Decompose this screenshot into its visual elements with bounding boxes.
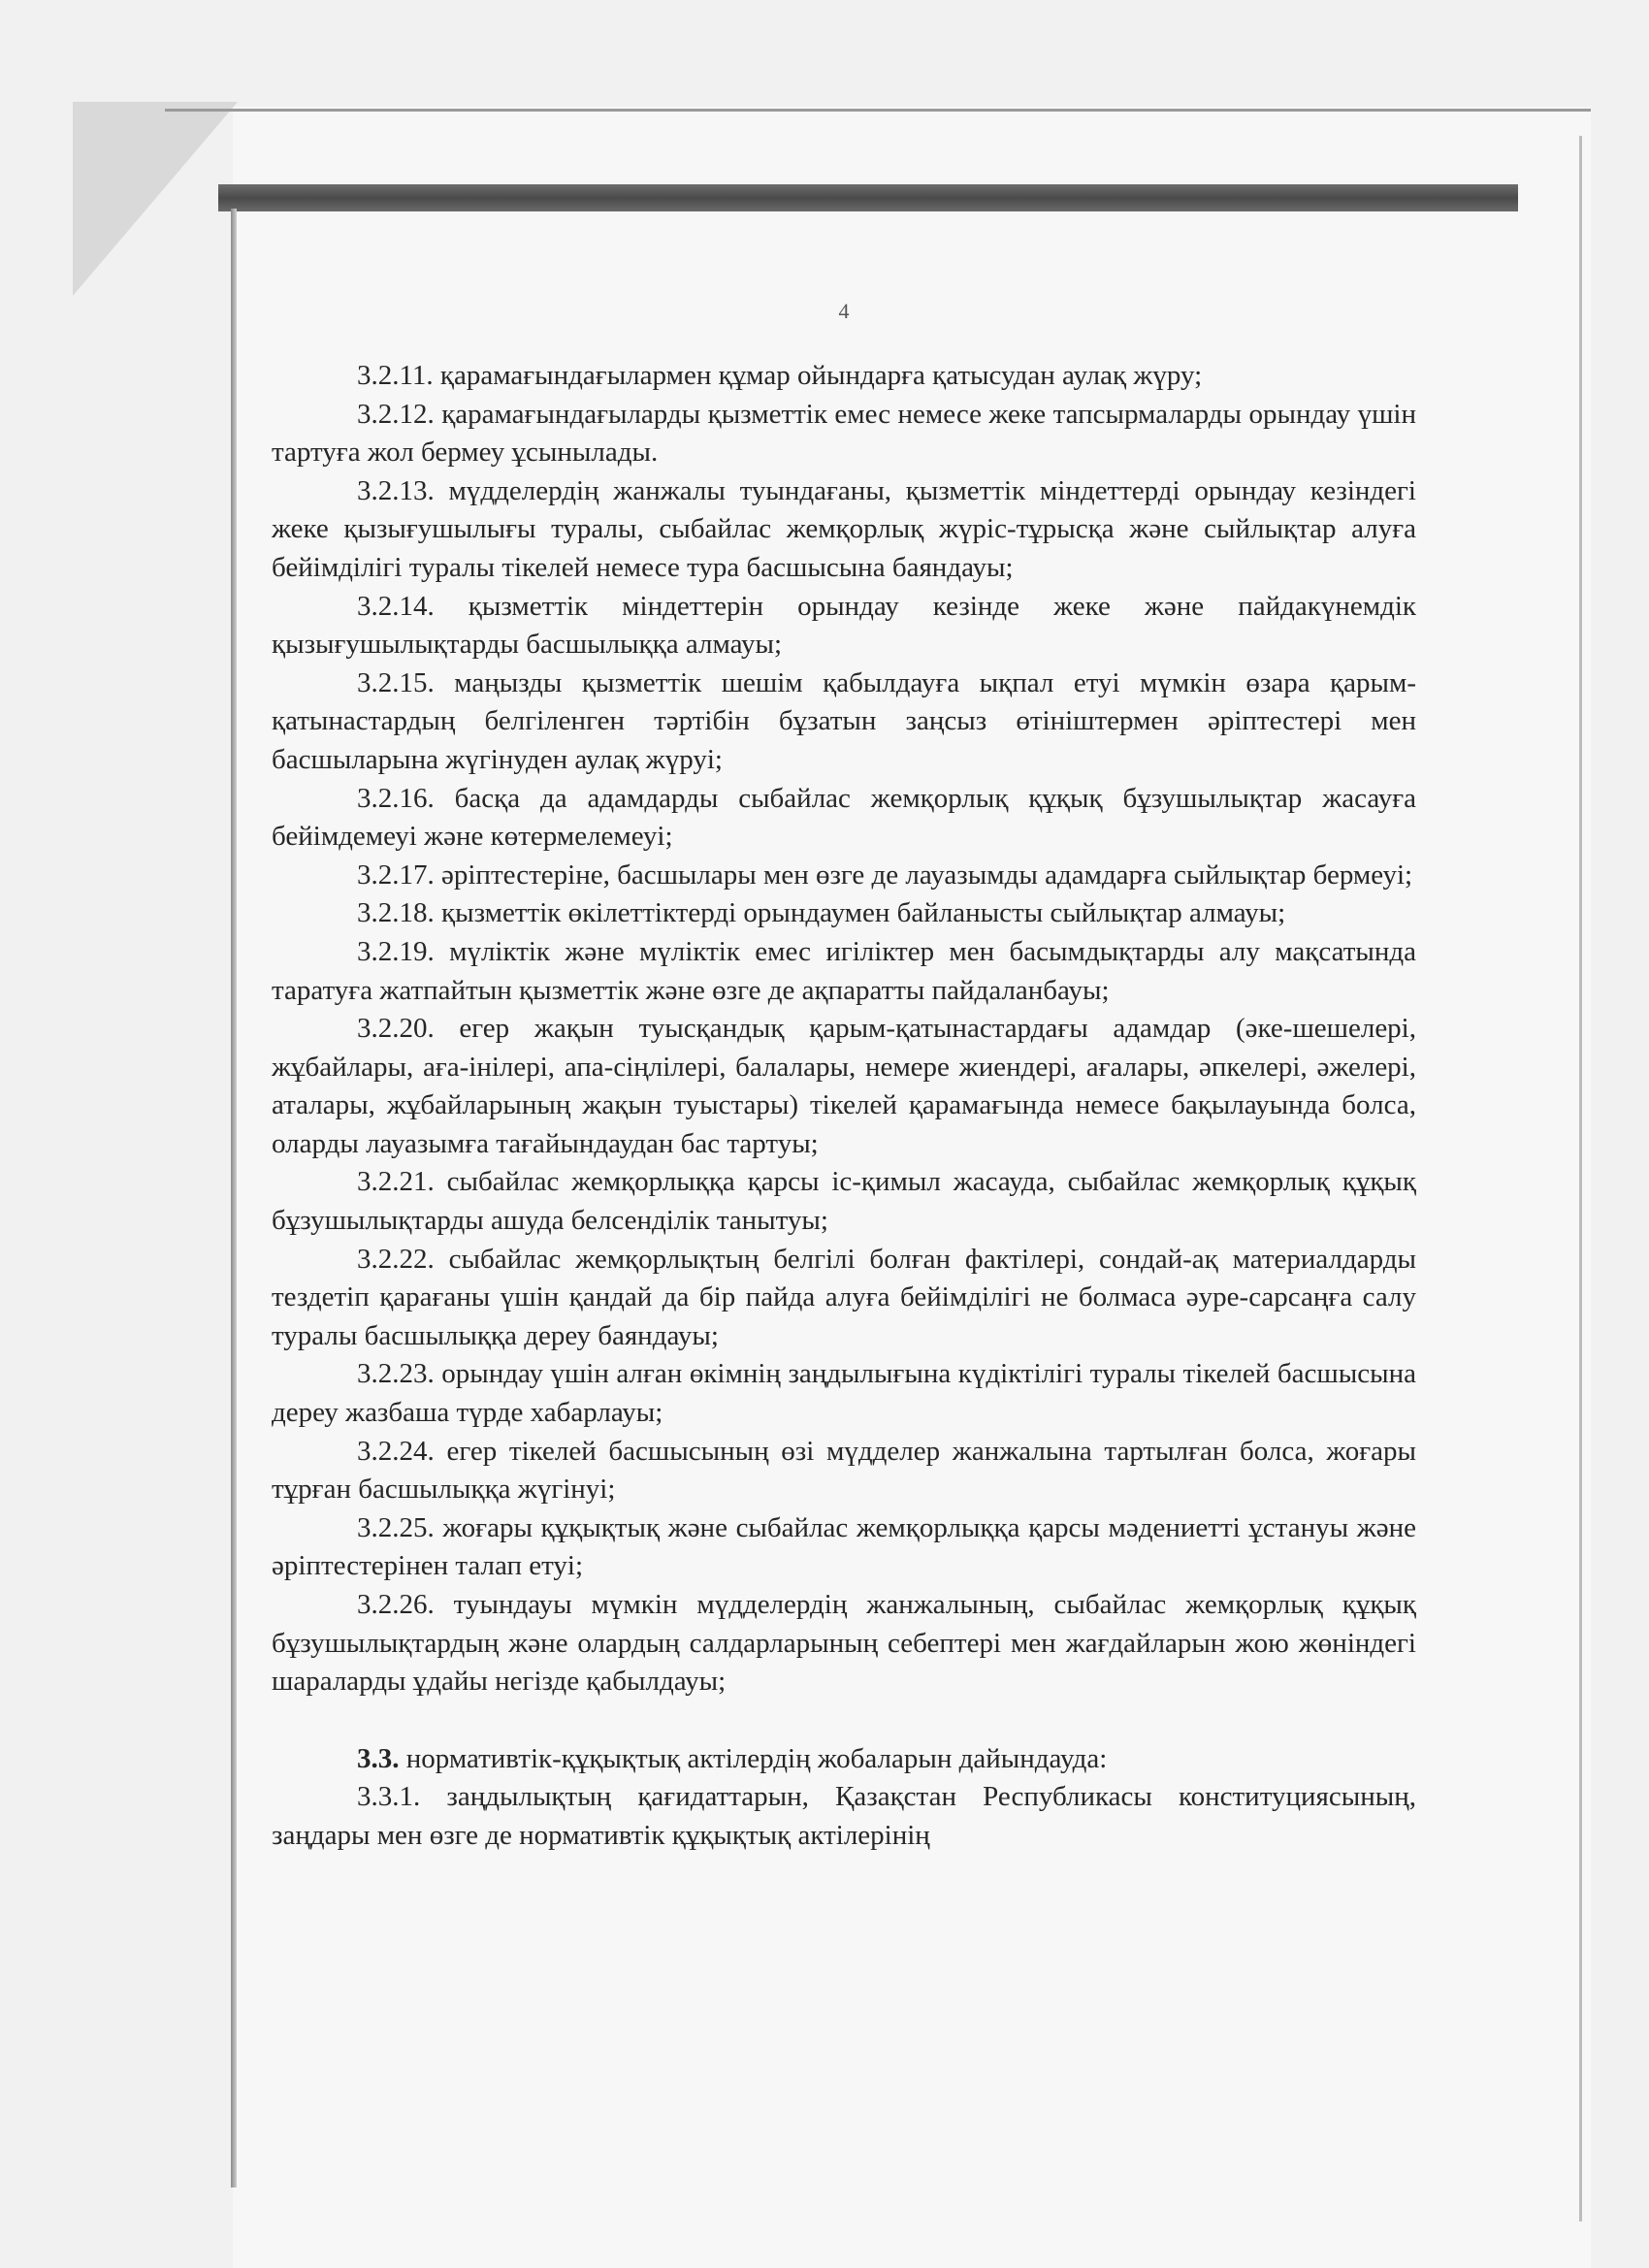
paragraph: 3.3.1. заңдылықтың қағидаттарын, Қазақстан Республикасы конституциясының, заңдары мен өзге де нормативтік құқықтық актілерінің [272,1781,1416,1851]
page-number: 4 [838,299,850,323]
paragraph: 3.2.26. туындауы мүмкін мүдделердің жанжалының, сыбайлас жемқорлық құқық бұзушылықтардың және олардың салдарларының себептері мен жағдайларын жою жөніндегі шараларды ұдайы негізде қабылдауы; [272,1589,1416,1698]
paragraph: 3.2.25. жоғары құқықтық және сыбайлас жемқорлыққа қарсы мәдениетті ұстануы және әріптестерінен талап етуі; [272,1511,1416,1582]
paragraph: 3.2.12. қарамағындағыларды қызметтік емес немесе жеке тапсырмаларды орындау үшін тартуға жол бермеу ұсынылады. [272,398,1416,469]
paragraph: 3.2.22. сыбайлас жемқорлықтың белгілі болған фактілері, сондай-ақ материалдарды тездетіп қарағаны үшін қандай да бір пайда алуға бейімділігі не болмаса әуре-сарсаңға салу туралы басшылыққа дереу баяндауы; [272,1243,1416,1351]
scan-shadow-bar [218,184,1518,211]
paragraph: 3.2.18. қызметтік өкілеттіктерді орындаумен байланысты сыйлықтар алмауы; [357,897,1286,929]
paragraph: 3.2.24. егер тікелей басшысының өзі мүдделер жанжалына тартылған болса, жоғары тұрған басшылыққа жүгінуі; [272,1435,1416,1506]
section-heading [272,1740,1416,1779]
paragraph: 3.2.14. қызметтік міндеттерін орындау кезінде жеке және пайдакүнемдік қызығушылықтарды басшылыққа алмауы; [272,590,1416,661]
paragraph: 3.2.13. мүдделердің жанжалы туындағаны, қызметтік міндеттерді орындау кезіндегі жеке қызығушылығы туралы, сыбайлас жемқорлық жүріс-тұрысқа және сыйлықтар алуға бейімділігі туралы тікелей немесе тура басшысына баяндауы; [272,474,1416,583]
paragraph: 3.2.20. егер жақын туысқандық қарым-қатынастардағы адамдар (әке-шешелері, жұбайлары, аға-інілері, апа-сіңлілері, балалары, немере жиендері, ағалары, әпкелері, әжелері, аталары, жұбайларының жақын туыстары) тікелей қарамағында немесе бақылауында болса, оларды лауазымға тағайындаудан бас тартуы; [272,1013,1416,1159]
document-body [272,357,1416,1856]
paragraph: 3.2.23. орындау үшін алған өкімнің заңдылығына күдіктілігі туралы тікелей басшысына дереу жазбаша түрде хабарлауы; [272,1358,1416,1429]
paragraph: 3.2.17. әріптестеріне, басшылары мен өзге де лауазымды адамдарға сыйлықтар бермеуі; [357,859,1413,891]
section-title: нормативтік-құқықтық актілердің жобаларын дайындауда: [405,1742,1108,1774]
paragraph: 3.2.21. сыбайлас жемқорлыққа қарсы іс-қимыл жасауда, сыбайлас жемқорлық құқық бұзушылықтарды ашуда белсенділік танытуы; [272,1166,1416,1237]
paragraph: 3.2.19. мүліктік және мүліктік емес игіліктер мен басымдықтарды алу мақсатында таратуға жатпайтын қызметтік және өзге де ақпаратты пайдаланбауы; [272,935,1416,1006]
right-paper-edge [1579,136,1582,2221]
folded-corner [73,102,238,296]
paragraph: 3.2.16. басқа да адамдарды сыбайлас жемқорлық құқық бұзушылықтар жасауға бейімдемеуі және көтермелемеуі; [272,782,1416,853]
paragraph: 3.2.15. маңызды қызметтік шешім қабылдауға ықпал етуі мүмкін өзара қарым-қатынастардың белгіленген тәртібін бұзатын заңсыз өтініштермен әріптестері мен басшыларына жүгінуден аулақ жүруі; [272,666,1416,775]
paragraph: 3.2.11. қарамағындағылармен құмар ойындарға қатысудан аулақ жүру; [357,360,1203,391]
left-paper-edge [231,209,237,2187]
section-number: 3.3. [357,1742,400,1774]
top-paper-edge [165,109,1591,112]
